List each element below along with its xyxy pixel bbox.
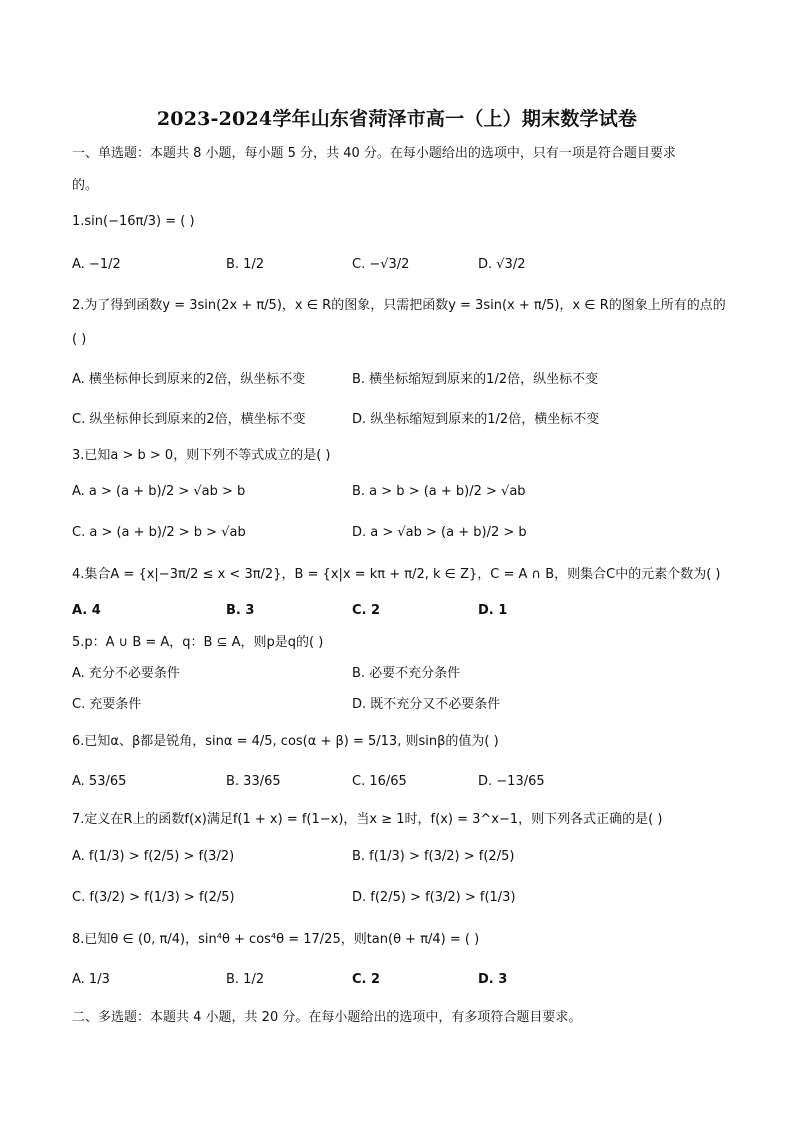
q5-option-d: D. 既不充分又不必要条件: [352, 697, 501, 712]
q4-option-d: D. 1: [478, 603, 508, 618]
section-2-instructions: 二、多选题：本题共 4 小题，共 20 分。在每小题给出的选项中，有多项符合题目要求。: [72, 1010, 582, 1025]
section-1-instructions-cont: 的。: [72, 178, 99, 193]
exam-title: 2023-2024学年山东省菏泽市高一（上）期末数学试卷: [156, 108, 638, 130]
q2-option-d: D. 纵坐标缩短到原来的1/2倍，横坐标不变: [352, 412, 600, 427]
q2-option-b: B. 横坐标缩短到原来的1/2倍，纵坐标不变: [352, 372, 599, 387]
q6-option-d: D. −13/65: [478, 774, 545, 789]
q8-option-b: B. 1/2: [226, 972, 265, 987]
q5-option-b: B. 必要不充分条件: [352, 666, 461, 681]
question-2-cont: ( ): [72, 332, 87, 347]
question-1: 1.sin(−16π/3) = ( ): [72, 214, 195, 229]
q8-option-d: D. 3: [478, 972, 508, 987]
question-6: 6.已知α、β都是锐角，sinα = 4/5, cos(α + β) = 5/13, 则sinβ的值为( ): [72, 734, 499, 749]
q7-option-d: D. f(2/5) > f(3/2) > f(1/3): [352, 890, 516, 905]
q6-option-b: B. 33/65: [226, 774, 281, 789]
q3-option-b: B. a > b > (a + b)/2 > √ab: [352, 484, 526, 499]
question-7: 7.定义在R上的函数f(x)满足f(1 + x) = f(1−x)，当x ≥ 1时，f(x) = 3^x−1，则下列各式正确的是( ): [72, 812, 663, 827]
q4-option-a: A. 4: [72, 603, 101, 618]
q1-option-d: D. √3/2: [478, 257, 526, 272]
q3-option-d: D. a > √ab > (a + b)/2 > b: [352, 525, 527, 540]
question-3: 3.已知a > b > 0，则下列不等式成立的是( ): [72, 448, 331, 463]
question-8: 8.已知θ ∈ (0, π/4)，sin⁴θ + cos⁴θ = 17/25，则tan(θ + π/4) = ( ): [72, 932, 480, 947]
q8-option-c: C. 2: [352, 972, 381, 987]
q1-option-a: A. −1/2: [72, 257, 121, 272]
q4-option-b: B. 3: [226, 603, 255, 618]
question-4: 4.集合A = {x|−3π/2 ≤ x < 3π/2}，B = {x|x = kπ + π/2, k ∈ Z}，C = A ∩ B，则集合C中的元素个数为( ): [72, 567, 721, 582]
question-5: 5.p：A ∪ B = A，q：B ⊆ A，则p是q的( ): [72, 635, 324, 650]
q5-option-c: C. 充要条件: [72, 697, 142, 712]
q7-option-c: C. f(3/2) > f(1/3) > f(2/5): [72, 890, 235, 905]
q3-option-a: A. a > (a + b)/2 > √ab > b: [72, 484, 246, 499]
q1-option-c: C. −√3/2: [352, 257, 410, 272]
q2-option-a: A. 横坐标伸长到原来的2倍，纵坐标不变: [72, 372, 306, 387]
q1-option-b: B. 1/2: [226, 257, 265, 272]
q7-option-b: B. f(1/3) > f(3/2) > f(2/5): [352, 849, 515, 864]
section-1-instructions: 一、单选题：本题共 8 小题，每小题 5 分，共 40 分。在每小题给出的选项中，只有一项是符合题目要求: [72, 146, 676, 161]
q6-option-c: C. 16/65: [352, 774, 407, 789]
q3-option-c: C. a > (a + b)/2 > b > √ab: [72, 525, 246, 540]
q4-option-c: C. 2: [352, 603, 381, 618]
q8-option-a: A. 1/3: [72, 972, 110, 987]
question-2: 2.为了得到函数y = 3sin(2x + π/5)，x ∈ R的图象，只需把函数y = 3sin(x + π/5)，x ∈ R的图象上所有的点的: [72, 298, 726, 313]
q5-option-a: A. 充分不必要条件: [72, 666, 180, 681]
q6-option-a: A. 53/65: [72, 774, 127, 789]
q2-option-c: C. 纵坐标伸长到原来的2倍，横坐标不变: [72, 412, 306, 427]
q7-option-a: A. f(1/3) > f(2/5) > f(3/2): [72, 849, 235, 864]
